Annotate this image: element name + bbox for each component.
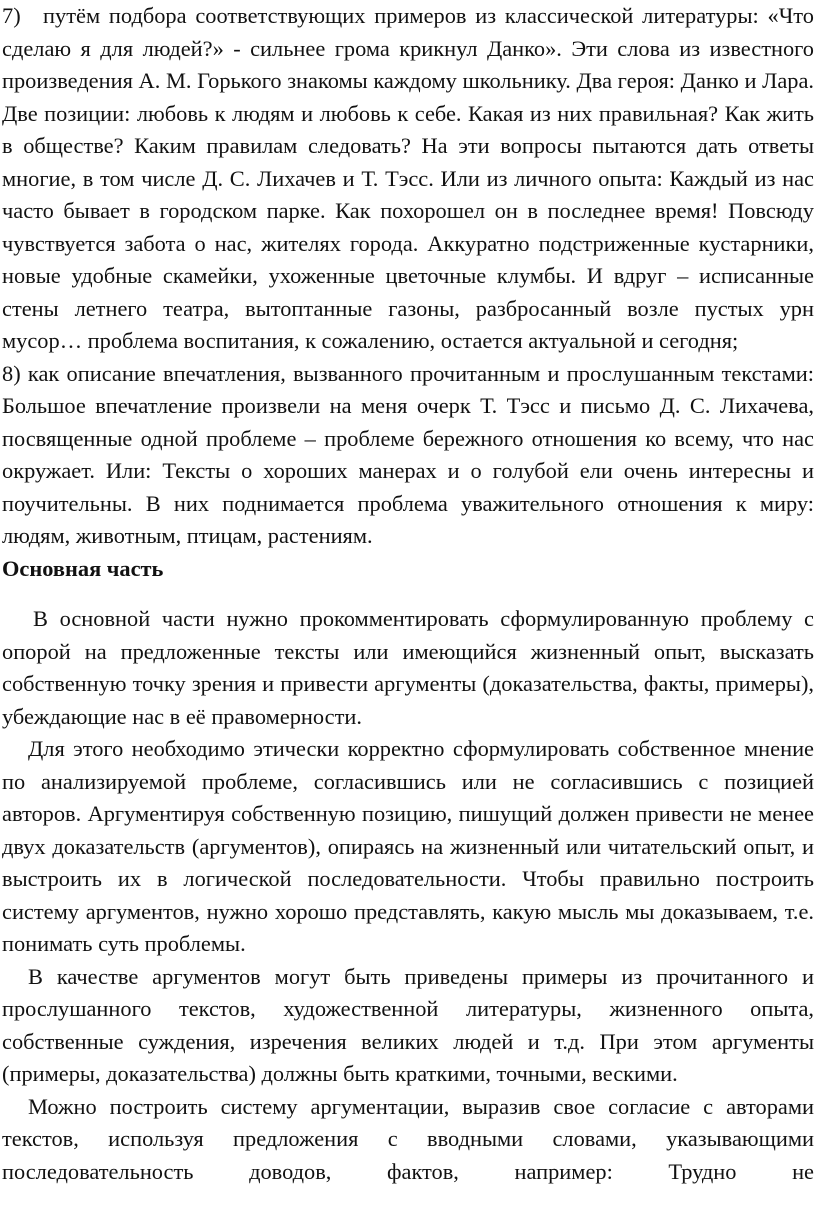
- paragraph-main-4: Можно построить систему аргументации, выразив свое согласие с авторами текстов, используя предложения с вводными словами, указывающими последовательность доводов, фактов, например: Трудно не: [2, 1093, 814, 1184]
- section-heading: Основная часть: [2, 555, 164, 581]
- paragraph-item-7: 7) путём подбора соответствующих примеров из классической литературы: «Что сделаю я для людей?» - сильнее грома крикнул Данко». Эти слова из известного произведения А. М. Горького знакомы каждому школьнику. Два героя: Данко и Лара. Две позиции: любовь к людям и любовь к себе. Какая из них правильная? Как жить в обществе? Каким правилам следовать? На эти вопросы пытаются дать ответы многие, в том числе Д. С. Лихачев и Т. Тэсс. Или из личного опыта: Каждый из нас часто бывает в городском парке. Как похорошел он в последнее время! Повсюду чувствуется забота о нас, жителях города. Аккуратно подстриженные кустарники, новые удобные скамейки, ухоженные цветочные клумбы. И вдруг – исписанные стены летнего театра, вытоптанные газоны, разбросанный возле пустых урн мусор… проблема воспитания, к сожалению, остается актуальной и сегодня;: [2, 3, 814, 353]
- paragraph-item-8: 8) как описание впечатления, вызванного прочитанным и прослушанным текстами: Большое впечатление произвели на меня очерк Т. Тэсс и письмо Д. С. Лихачева, посвященные одной проблеме – проблеме бережного отношения ко всему, что нас окружает. Или: Тексты о хороших манерах и о голубой ели очень интересны и поучительны. В них поднимается проблема уважительного отношения к миру: людям, животным, птицам, растениям.: [2, 360, 814, 548]
- spacer: [2, 585, 814, 603]
- paragraph-main-1: В основной части нужно прокомментировать сформулированную проблему с опорой на предложенные тексты или имеющийся жизненный опыт, высказать собственную точку зрения и привести аргументы (доказательства, факты, примеры), убеждающие нас в её правомерности.: [2, 606, 814, 729]
- paragraph-main-2: Для этого необходимо этически корректно сформулировать собственное мнение по анализируемой проблеме, согласившись или не согласившись с позицией авторов. Аргументируя собственную позицию, пишущий должен привести не менее двух доказательств (аргументов), опираясь на жизненный или читательский опыт, и выстроить их в логической последовательности. Чтобы правильно построить систему аргументов, нужно хорошо представлять, какую мысль мы доказываем, т.е. понимать суть проблемы.: [2, 736, 814, 956]
- paragraph-main-3: В качестве аргументов могут быть приведены примеры из прочитанного и прослушанного текстов, художественной литературы, жизненного опыта, собственные суждения, изречения великих людей и т.д. При этом аргументы (примеры, доказательства) должны быть краткими, точными, вескими.: [2, 963, 814, 1086]
